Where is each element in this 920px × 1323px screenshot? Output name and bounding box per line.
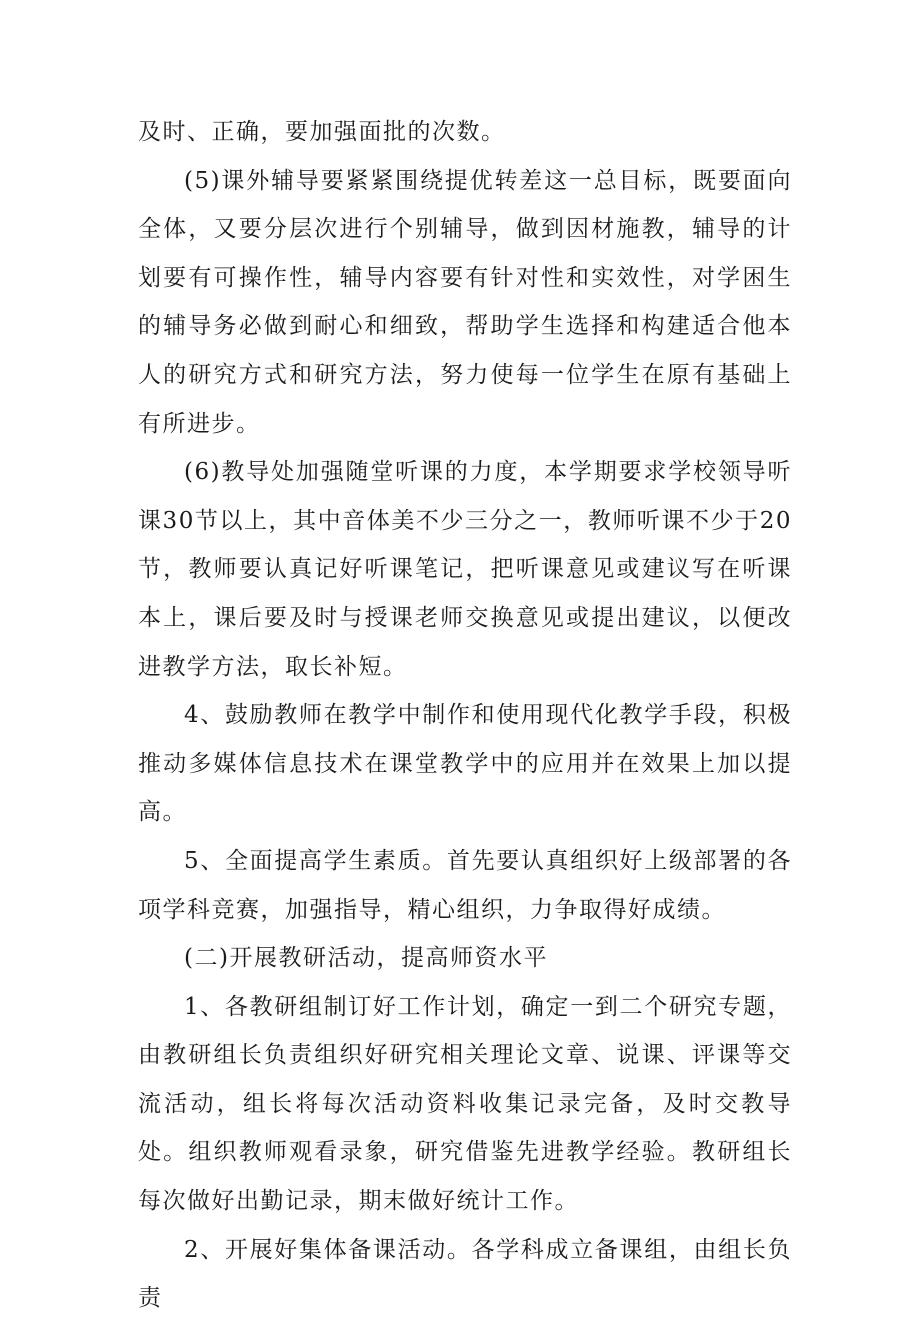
document-body xyxy=(138,108,792,1323)
paragraph-research-1: 1、各教研组制订好工作计划，确定一到二个研究专题，由教研组长负责组织好研究相关理论文章、说课、评课等交流活动，组长将每次活动资料收集记录完备，及时交教导处。组织教师观看录象，研究借鉴先进教学经验。教研组长每次做好出勤记录，期末做好统计工作。 xyxy=(138,993,792,1215)
paragraph-point-4: 4、鼓励教师在教学中制作和使用现代化教学手段，积极推动多媒体信息技术在课堂教学中的应用并在效果上加以提高。 xyxy=(138,702,792,826)
paragraph-item-5: (5)课外辅导要紧紧围绕提优转差这一总目标，既要面向全体，又要分层次进行个别辅导，做到因材施教，辅导的计划要有可操作性，辅导内容要有针对性和实效性，对学困生的辅导务必做到耐心和细致，帮助学生选择和构建适合他本人的研究方式和研究方法，努力使每一位学生在原有基础上有所进步。 xyxy=(138,167,792,437)
paragraph-point-5: 5、全面提高学生素质。首先要认真组织好上级部署的各项学科竞赛，加强指导，精心组织，力争取得好成绩。 xyxy=(138,847,792,923)
paragraph-research-2: 2、开展好集体备课活动。各学科成立备课组，由组长负责 xyxy=(138,1236,792,1312)
paragraph-continuation: 及时、正确，要加强面批的次数。 xyxy=(138,119,506,145)
section-heading: (二)开展教研活动，提高师资水平 xyxy=(184,945,548,972)
paragraph-item-6: (6)教导处加强随堂听课的力度，本学期要求学校领导听课30节以上，其中音体美不少三分之一，教师听课不少于20节，教师要认真记好听课笔记，把听课意见或建议写在听课本上，课后要及时与授课老师交换意见或提出建议，以便改进教学方法，取长补短。 xyxy=(138,459,792,680)
